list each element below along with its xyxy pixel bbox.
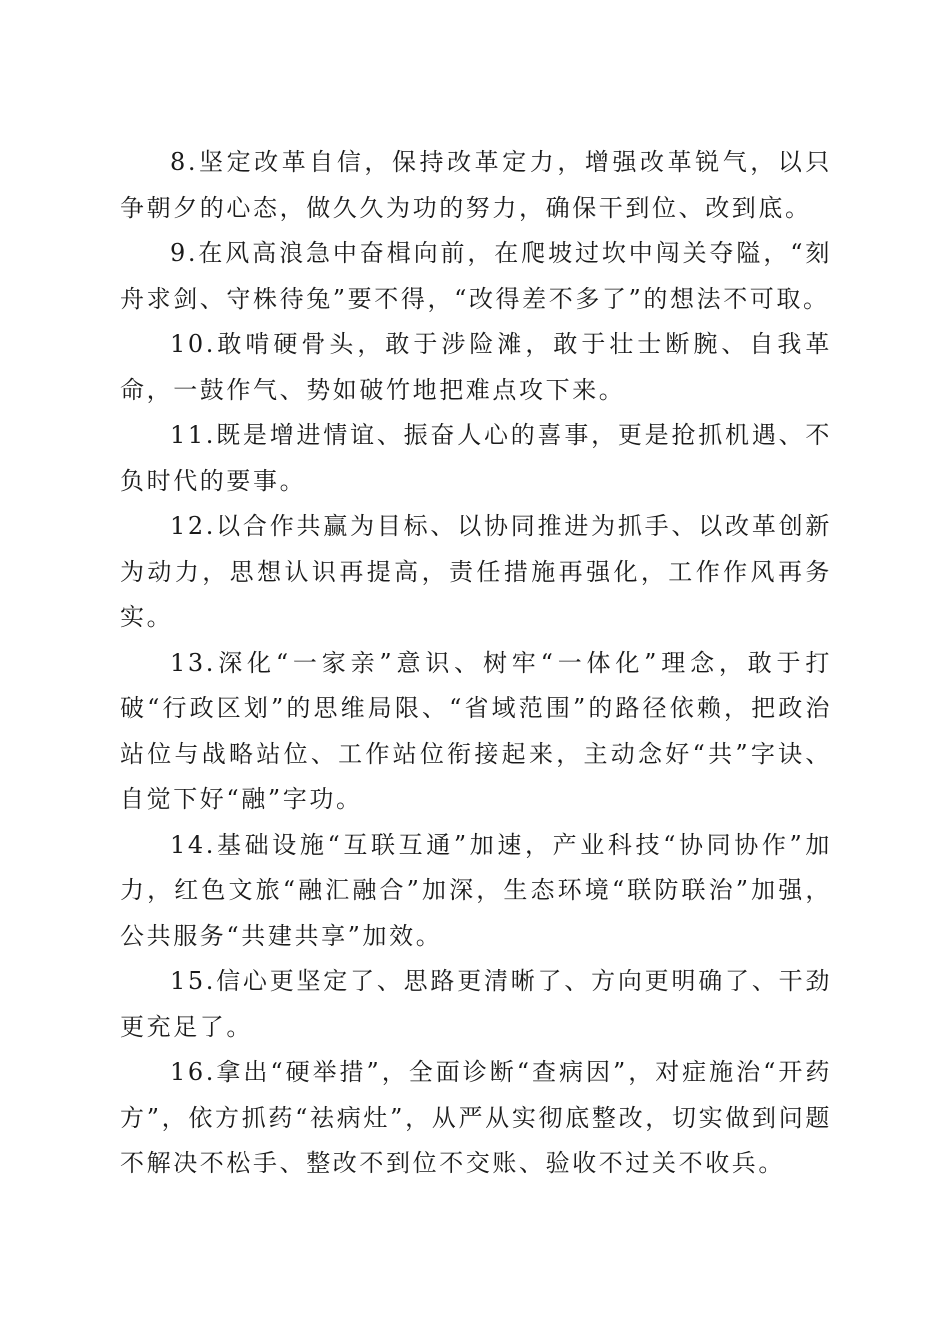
paragraph-11: 11.既是增进情谊、振奋人心的喜事，更是抢抓机遇、不负时代的要事。	[120, 421, 832, 495]
paragraph-8: 8.坚定改革自信，保持改革定力，增强改革锐气，以只争朝夕的心态，做久久为功的努力，确保干到位、改到底。	[120, 148, 832, 222]
paragraph-13: 13.深化“一家亲”意识、树牢“一体化”理念，敢于打破“行政区划”的思维局限、“省域范围”的路径依赖，把政治站位与战略站位、工作站位衔接起来，主动念好“共”字诀、自觉下好“融”字功。	[120, 648, 832, 813]
paragraph-15: 15.信心更坚定了、思路更清晰了、方向更明确了、干劲更充足了。	[120, 967, 832, 1041]
paragraph-9: 9.在风高浪急中奋楫向前，在爬坡过坎中闯关夺隘，“刻舟求剑、守株待兔”要不得，“改得差不多了”的想法不可取。	[120, 239, 832, 313]
paragraph-12: 12.以合作共赢为目标、以协同推进为抓手、以改革创新为动力，思想认识再提高，责任措施再强化，工作作风再务实。	[120, 512, 832, 631]
paragraph-10: 10.敢啃硬骨头，敢于涉险滩，敢于壮士断腕、自我革命，一鼓作气、势如破竹地把难点攻下来。	[120, 330, 832, 404]
paragraph-16: 16.拿出“硬举措”，全面诊断“查病因”，对症施治“开药方”，依方抓药“祛病灶”，从严从实彻底整改，切实做到问题不解决不松手、整改不到位不交账、验收不过关不收兵。	[120, 1058, 832, 1177]
document-body	[120, 140, 832, 1187]
paragraph-14: 14.基础设施“互联互通”加速，产业科技“协同协作”加力，红色文旅“融汇融合”加深，生态环境“联防联治”加强，公共服务“共建共享”加效。	[120, 830, 832, 950]
